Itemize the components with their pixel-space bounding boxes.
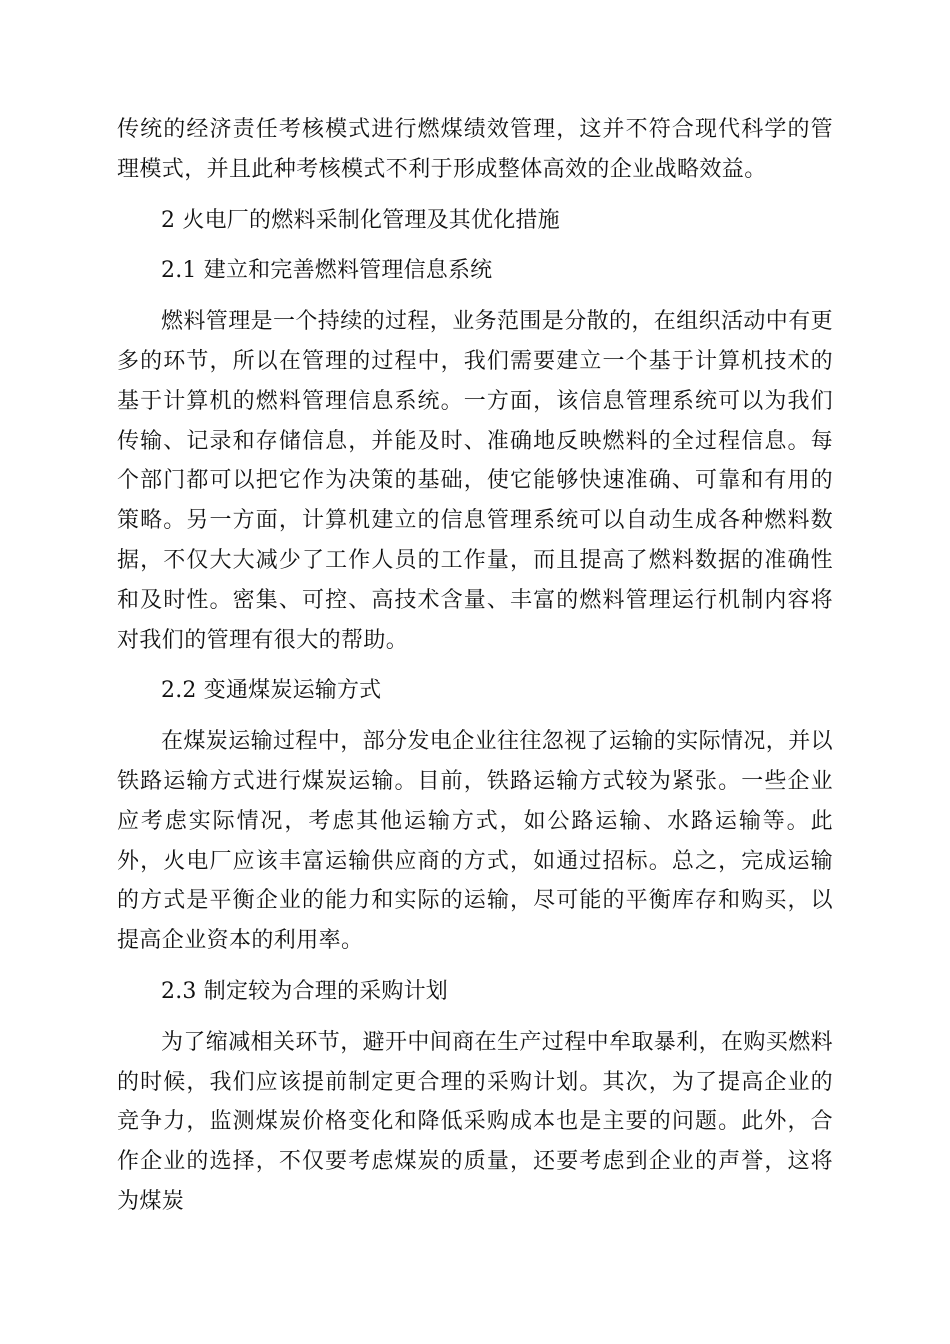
paragraph-2-1: 燃料管理是一个持续的过程，业务范围是分散的，在组织活动中有更多的环节，所以在管理的过程中，我们需要建立一个基于计算机技术的基于计算机的燃料管理信息系统。一方面，该信息管理系统可以为我们传输、记录和存储信息，并能及时、准确地反映燃料的全过程信息。每个部门都可以把它作为决策的基础，使它能够快速准确、可靠和有用的策略。另一方面，计算机建立的信息管理系统可以自动生成各种燃料数据，不仅大大减少了工作人员的工作量，而且提高了燃料数据的准确性和及时性。密集、可控、高技术含量、丰富的燃料管理运行机制内容将对我们的管理有很大的帮助。 (117, 309, 834, 653)
paragraph-intro-continuation: 传统的经济责任考核模式进行燃煤绩效管理，这并不符合现代科学的管理模式，并且此种考核模式不利于形成整体高效的企业战略效益。 (117, 117, 833, 182)
section-heading-2: 2 火电厂的燃料采制化管理及其优化措施 (161, 207, 560, 233)
paragraph-2-3: 为了缩减相关环节，避开中间商在生产过程中牟取暴利，在购买燃料的时候，我们应该提前制定更合理的采购计划。其次，为了提高企业的竞争力，监测煤炭价格变化和降低采购成本也是主要的问题。此外，合作企业的选择，不仅要考虑煤炭的质量，还要考虑到企业的声誉，这将为煤炭 (117, 1029, 834, 1214)
document-body (117, 110, 833, 1233)
paragraph-2-2: 在煤炭运输过程中，部分发电企业往往忽视了运输的实际情况，并以铁路运输方式进行煤炭运输。目前，铁路运输方式较为紧张。一些企业应考虑实际情况，考虑其他运输方式，如公路运输、水路运输等。此外，火电厂应该丰富运输供应商的方式，如通过招标。总之，完成运输的方式是平衡企业的能力和实际的运输，尽可能的平衡库存和购买，以提高企业资本的利用率。 (117, 729, 834, 954)
subsection-heading-2-3: 2.3 制定较为合理的采购计划 (161, 978, 448, 1004)
subsection-heading-2-1: 2.1 建立和完善燃料管理信息系统 (161, 258, 493, 284)
subsection-heading-2-2: 2.2 变通煤炭运输方式 (161, 678, 382, 704)
